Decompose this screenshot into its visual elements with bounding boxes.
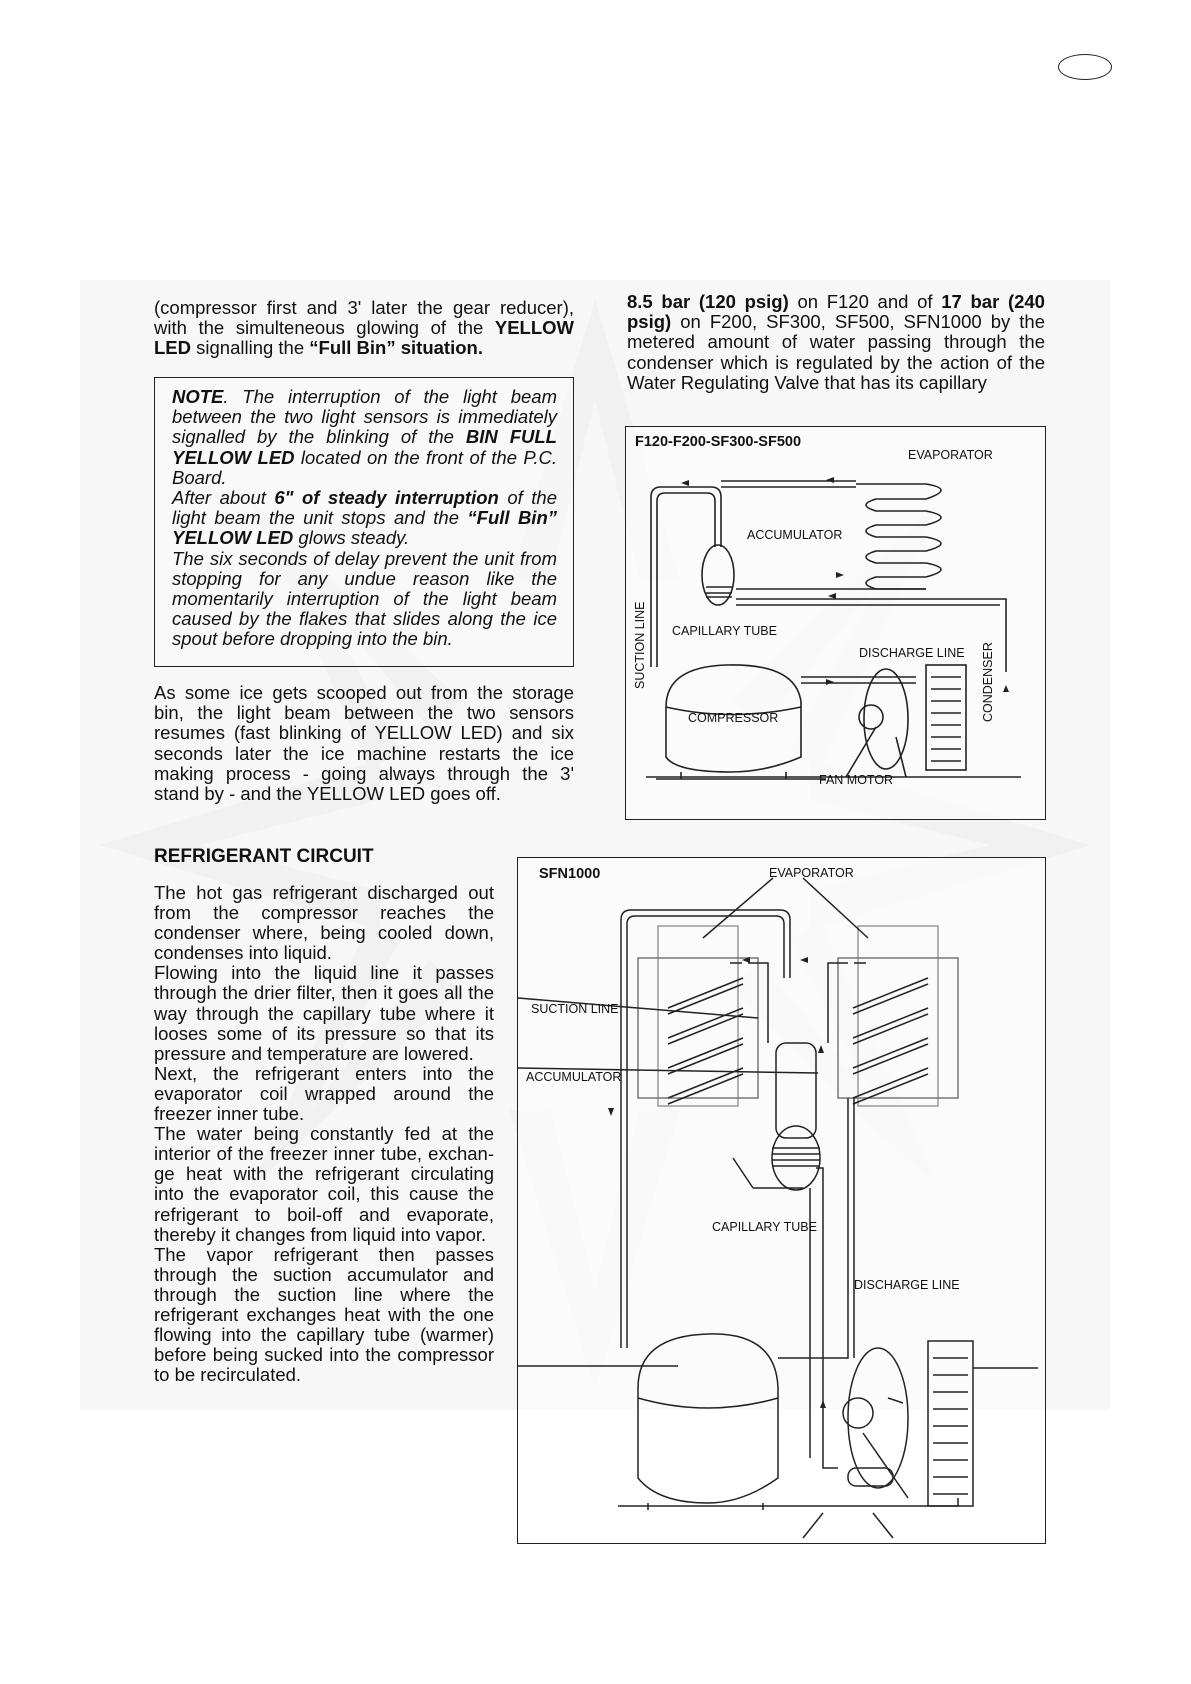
diagram-f120 — [625, 426, 1046, 820]
label-evaporator: EVAPORATOR — [769, 866, 854, 880]
text: on F200, SF300, SF500, SFN1000 by the metered amount of water passing through the condenser which is regulated by the action of the Water Regulating Valve that has its capillary — [627, 311, 1045, 393]
label-fan-motor: FAN MOTOR — [819, 773, 894, 787]
text: After about — [172, 487, 275, 509]
text: As some ice gets scooped out from the storage bin, the light beam between the two sensors resumes (fast blinking of YELLOW LED) and six seconds later the ice machine restarts the ice making process - going always through the 3' stand by - and the YELLOW LED goes off. — [154, 682, 574, 805]
paragraph: The vapor refrigerant then passes through the suction accumulator and through the suction line where the refrigerant exchanges heat with the one flowing into the capillary tube (warmer) before being sucked into the compressor to be recirculated. — [154, 1243, 494, 1386]
paragraph: The water being constantly fed at the interior of the freezer inner tube, exchan-ge heat with the refrigerant circulating into the evaporator coil, this cause the refrigerant to boil-off and evaporate, thereby it changes from liquid into vapor. — [154, 1123, 494, 1245]
label-accumulator: ACCUMULATOR — [747, 528, 843, 542]
diagram-sfn1000-drawing — [518, 858, 1047, 1545]
diagram-title: F120-F200-SF300-SF500 — [635, 434, 802, 450]
intro-paragraph — [154, 298, 574, 359]
bold-text: YELLOW LED — [154, 317, 574, 359]
label-capillary-tube: CAPILLARY TUBE — [712, 1220, 817, 1234]
bold-text: “Full Bin” YELLOW LED — [172, 507, 557, 549]
page-number-oval — [1058, 54, 1112, 80]
pressure-paragraph — [627, 292, 1045, 393]
text: . The interruption of the light beam between the two light sensors is immediately signalled by the blinking of the — [172, 386, 557, 448]
text: signalling the — [191, 337, 310, 359]
note-lead: NOTE — [172, 386, 224, 407]
label-suction-line: SUCTION LINE — [531, 1002, 619, 1016]
label-condenser: CONDENSER — [981, 642, 995, 722]
label-compressor: COMPRESSOR — [688, 711, 779, 725]
refrigerant-text — [154, 883, 494, 1385]
label-suction-line: SUCTION LINE — [633, 601, 647, 689]
note-box — [154, 377, 574, 667]
bold-text: BIN FULL YELLOW LED — [172, 426, 557, 468]
restart-paragraph — [154, 683, 574, 804]
label-discharge-line: DISCHARGE LINE — [859, 646, 965, 660]
paragraph: Flowing into the liquid line it passes through the drier filter, then it goes all the way through the capillary tube where it looses some of its pressure so that its pressure and temperature are lowered. — [154, 962, 494, 1064]
text: on F120 and of — [788, 291, 942, 312]
label-accumulator: ACCUMULATOR — [526, 1070, 622, 1084]
text: located on the front of the P.C. Board. — [172, 446, 557, 488]
bold-text: 17 bar (240 psig) — [627, 291, 1045, 333]
diagram-title: SFN1000 — [539, 866, 601, 882]
diagram-sfn1000 — [517, 857, 1046, 1544]
section-heading: REFRIGERANT CIRCUIT — [154, 846, 374, 867]
label-discharge-line: DISCHARGE LINE — [854, 1278, 960, 1292]
paragraph: The hot gas refrigerant discharged out from the compressor reaches the condenser where, being cooled down, condenses into liquid. — [154, 882, 494, 964]
label-evaporator: EVAPORATOR — [908, 448, 993, 462]
paragraph: Next, the refrigerant enters into the evaporator coil wrapped around the freezer inner tube. — [154, 1062, 494, 1125]
bold-text: 6" of steady interruption — [274, 487, 499, 509]
note-delay-text: The six seconds of delay prevent the unit from stopping for any undue reason like the momentarily interruption of the light beam caused by the flakes that slides along the ice spout before dropping into the bin. — [172, 547, 557, 650]
label-capillary-tube: CAPILLARY TUBE — [672, 624, 777, 638]
text: glows steady. — [293, 527, 410, 549]
text: (compressor first and 3' later the gear reducer), with the simulteneous glowing of the — [154, 297, 574, 339]
text: of the light beam the unit stops and the — [172, 487, 557, 529]
bold-text: “Full Bin” situation. — [309, 337, 483, 359]
bold-text: 8.5 bar (120 psig) — [627, 291, 789, 312]
